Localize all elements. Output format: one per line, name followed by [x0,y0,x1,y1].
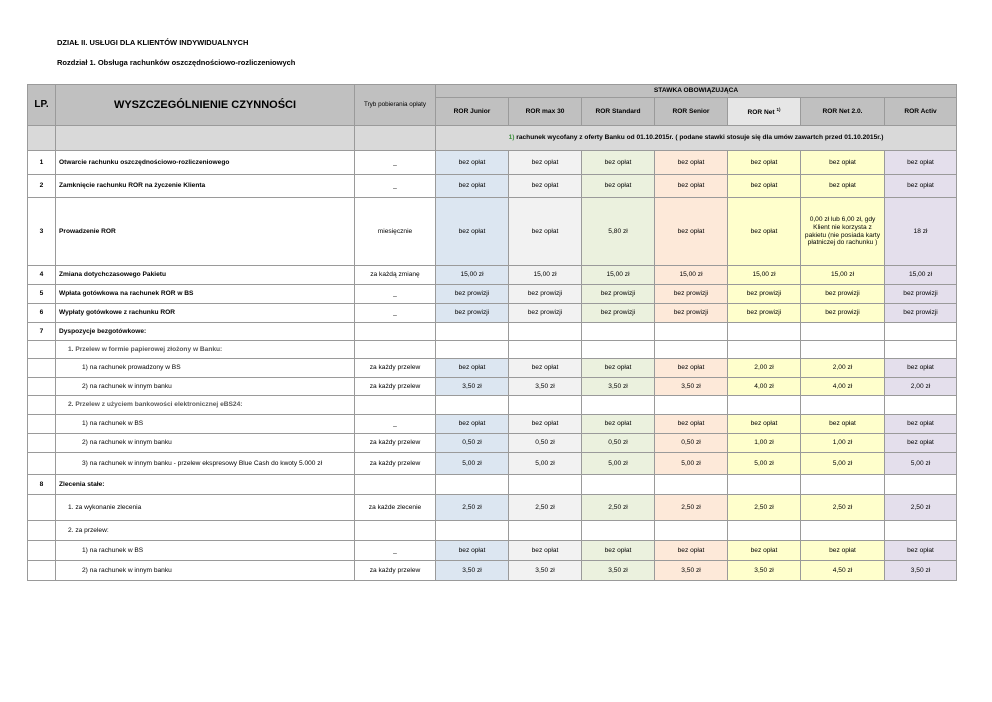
row-number [28,415,56,434]
fee-cell-ror-senior: bez opłat [655,415,728,434]
fee-cell-ror-max30: bez prowizji [509,304,582,323]
fee-cell-ror-activ: bez opłat [885,175,957,198]
fee-cell-ror-standard [582,521,655,541]
fee-cell-ror-senior [655,396,728,415]
fee-cell-ror-net: bez opłat [728,175,801,198]
row-description: 2) na rachunek w innym banku [56,434,355,453]
fee-cell-ror-senior: 2,50 zł [655,495,728,521]
fee-cell-ror-standard: bez opłat [582,415,655,434]
fee-cell-ror-net-2: 5,00 zł [801,453,885,475]
row-fee-mode: za każdy przelew [355,359,436,378]
row-description: Prowadzenie ROR [56,198,355,266]
row-description: Zmiana dotychczasowego Pakietu [56,266,355,285]
fee-cell-ror-net-2 [801,323,885,341]
note-empty-mode [355,126,436,151]
ror-net-footnote-mark: 1) [776,106,781,112]
fee-cell-ror-activ [885,323,957,341]
fee-cell-ror-standard [582,396,655,415]
fee-cell-ror-max30 [509,341,582,359]
fee-cell-ror-standard: bez prowizji [582,304,655,323]
fee-cell-ror-net: bez opłat [728,151,801,175]
fee-cell-ror-max30: bez opłat [509,198,582,266]
fee-cell-ror-max30 [509,475,582,495]
row-number [28,495,56,521]
fee-cell-ror-net: bez prowizji [728,285,801,304]
row-number [28,434,56,453]
fee-cell-ror-senior: bez opłat [655,198,728,266]
fee-cell-ror-activ: bez opłat [885,541,957,561]
fee-cell-ror-senior: 5,00 zł [655,453,728,475]
fee-cell-ror-net-2: 0,00 zł lub 6,00 zł, gdy Klient nie korzysta z pakietu (nie posiada karty płatniczej do rachunku ) [801,198,885,266]
row-description: Wypłaty gotówkowe z rachunku ROR [56,304,355,323]
row-number [28,396,56,415]
row-fee-mode: miesięcznie [355,198,436,266]
fee-cell-ror-net-2: 2,00 zł [801,359,885,378]
fee-cell-ror-activ: bez opłat [885,151,957,175]
fee-cell-ror-activ: 18 zł [885,198,957,266]
fee-cell-ror-standard [582,341,655,359]
fee-cell-ror-standard: 3,50 zł [582,561,655,581]
fee-cell-ror-activ: bez opłat [885,434,957,453]
fee-cell-ror-net: 4,00 zł [728,378,801,396]
fee-cell-ror-junior [436,521,509,541]
fee-cell-ror-max30 [509,521,582,541]
fee-cell-ror-net: 2,50 zł [728,495,801,521]
row-fee-mode: _ [355,304,436,323]
fee-cell-ror-net-2: bez opłat [801,175,885,198]
fee-table [27,84,957,581]
table-row [28,378,957,396]
table-row [28,453,957,475]
section-heading: DZIAŁ II. USŁUGI DLA KLIENTÓW INDYWIDUALNYCH [57,38,249,47]
table-row [28,341,957,359]
fee-cell-ror-max30: 3,50 zł [509,561,582,581]
header-col-ror-net-2: ROR Net 2.0. [801,98,885,126]
row-description: 1) na rachunek prowadzony w BS [56,359,355,378]
table-row [28,434,957,453]
ror-net-label: ROR Net [747,108,775,116]
table-row [28,323,957,341]
note-empty-lp [28,126,56,151]
fee-cell-ror-standard: 0,50 zł [582,434,655,453]
fee-cell-ror-net: bez opłat [728,198,801,266]
table-row [28,541,957,561]
row-number: 1 [28,151,56,175]
fee-cell-ror-activ [885,396,957,415]
fee-cell-ror-activ [885,521,957,541]
fee-cell-ror-junior: bez prowizji [436,285,509,304]
row-fee-mode: za każdy przelew [355,453,436,475]
fee-cell-ror-max30: bez opłat [509,359,582,378]
row-fee-mode: za każdą zmianę [355,266,436,285]
fee-cell-ror-junior: bez opłat [436,198,509,266]
table-row [28,285,957,304]
fee-cell-ror-net: bez opłat [728,415,801,434]
fee-cell-ror-activ [885,475,957,495]
header-rate-group: STAWKA OBOWIĄZUJĄCA [436,85,957,98]
header-col-ror-junior: ROR Junior [436,98,509,126]
fee-cell-ror-net: bez prowizji [728,304,801,323]
fee-cell-ror-junior [436,323,509,341]
fee-cell-ror-activ: 2,50 zł [885,495,957,521]
fee-cell-ror-net-2: 4,00 zł [801,378,885,396]
table-row [28,396,957,415]
fee-cell-ror-senior [655,521,728,541]
row-number: 4 [28,266,56,285]
fee-cell-ror-junior: 3,50 zł [436,378,509,396]
row-description: 2) na rachunek w innym banku [56,561,355,581]
fee-cell-ror-net-2 [801,521,885,541]
row-number [28,521,56,541]
fee-cell-ror-net [728,341,801,359]
row-description: Otwarcie rachunku oszczędnościowo-rozliczeniowego [56,151,355,175]
fee-cell-ror-net-2: bez prowizji [801,304,885,323]
fee-cell-ror-max30: 3,50 zł [509,378,582,396]
fee-cell-ror-senior: 0,50 zł [655,434,728,453]
fee-cell-ror-standard: bez opłat [582,359,655,378]
fee-cell-ror-senior: bez opłat [655,151,728,175]
fee-cell-ror-max30 [509,396,582,415]
fee-cell-ror-junior: bez opłat [436,359,509,378]
table-row [28,475,957,495]
row-number [28,561,56,581]
fee-cell-ror-net-2 [801,475,885,495]
fee-cell-ror-net: 1,00 zł [728,434,801,453]
fee-cell-ror-max30: bez opłat [509,541,582,561]
row-fee-mode [355,521,436,541]
fee-cell-ror-standard: bez opłat [582,151,655,175]
row-number: 5 [28,285,56,304]
fee-cell-ror-net: 2,00 zł [728,359,801,378]
table-row [28,415,957,434]
row-description: 2. za przelew: [56,521,355,541]
fee-cell-ror-max30 [509,323,582,341]
fee-cell-ror-standard: bez prowizji [582,285,655,304]
row-description: Dyspozycje bezgotówkowe: [56,323,355,341]
footnote-row [436,126,957,151]
fee-cell-ror-activ: bez prowizji [885,304,957,323]
row-number [28,378,56,396]
row-fee-mode: _ [355,415,436,434]
row-number: 6 [28,304,56,323]
fee-cell-ror-max30: bez opłat [509,415,582,434]
fee-cell-ror-net-2: 15,00 zł [801,266,885,285]
chapter-heading: Rozdział 1. Obsługa rachunków oszczędnościowo-rozliczeniowych [57,58,296,67]
row-fee-mode: za każdy przelew [355,561,436,581]
row-number: 7 [28,323,56,341]
table-row [28,561,957,581]
fee-cell-ror-junior: 0,50 zł [436,434,509,453]
fee-cell-ror-standard: 3,50 zł [582,378,655,396]
row-number [28,541,56,561]
fee-cell-ror-net-2: 4,50 zł [801,561,885,581]
row-description: 2) na rachunek w innym banku [56,378,355,396]
fee-cell-ror-standard: bez opłat [582,541,655,561]
fee-cell-ror-senior: bez prowizji [655,285,728,304]
fee-cell-ror-standard: 5,00 zł [582,453,655,475]
fee-cell-ror-net: bez opłat [728,541,801,561]
fee-cell-ror-max30: bez prowizji [509,285,582,304]
fee-cell-ror-standard: 2,50 zł [582,495,655,521]
note-empty-desc [56,126,355,151]
row-description: 1) na rachunek w BS [56,541,355,561]
row-description: 1. Przelew w formie papierowej złożony w Banku: [56,341,355,359]
fee-cell-ror-net: 3,50 zł [728,561,801,581]
fee-cell-ror-junior: 2,50 zł [436,495,509,521]
fee-cell-ror-junior [436,341,509,359]
fee-cell-ror-junior: 5,00 zł [436,453,509,475]
fee-cell-ror-max30: 0,50 zł [509,434,582,453]
row-number [28,453,56,475]
table-row [28,521,957,541]
row-fee-mode: _ [355,151,436,175]
table-row [28,175,957,198]
fee-cell-ror-senior: bez opłat [655,541,728,561]
row-description: 1. za wykonanie zlecenia [56,495,355,521]
fee-cell-ror-net: 5,00 zł [728,453,801,475]
fee-cell-ror-standard [582,475,655,495]
footnote-text: rachunek wycofany z oferty Banku od 01.10.2015r. ( podane stawki stosuje się dla umów zawartch przed 01.10.2015r.) [514,134,884,142]
fee-cell-ror-senior: bez prowizji [655,304,728,323]
fee-cell-ror-activ: 15,00 zł [885,266,957,285]
fee-cell-ror-max30: 2,50 zł [509,495,582,521]
fee-cell-ror-activ: 5,00 zł [885,453,957,475]
table-row [28,304,957,323]
fee-cell-ror-max30: 5,00 zł [509,453,582,475]
fee-cell-ror-standard: 15,00 zł [582,266,655,285]
row-description: Zlecenia stałe: [56,475,355,495]
header-col-ror-net [728,98,801,126]
fee-cell-ror-senior: bez opłat [655,175,728,198]
fee-cell-ror-senior: 3,50 zł [655,378,728,396]
row-fee-mode: _ [355,175,436,198]
fee-cell-ror-junior: bez prowizji [436,304,509,323]
row-description: 1) na rachunek w BS [56,415,355,434]
header-lp: LP. [28,85,56,126]
fee-cell-ror-junior [436,475,509,495]
fee-cell-ror-senior [655,323,728,341]
fee-cell-ror-activ: 3,50 zł [885,561,957,581]
row-number [28,359,56,378]
row-number: 2 [28,175,56,198]
fee-cell-ror-net-2 [801,341,885,359]
header-col-ror-senior: ROR Senior [655,98,728,126]
row-fee-mode: za każdy przelew [355,378,436,396]
fee-cell-ror-net [728,521,801,541]
fee-cell-ror-activ: bez opłat [885,359,957,378]
row-fee-mode [355,396,436,415]
fee-cell-ror-net-2: bez prowizji [801,285,885,304]
fee-cell-ror-activ: 2,00 zł [885,378,957,396]
fee-cell-ror-net-2: 1,00 zł [801,434,885,453]
fee-cell-ror-net-2: bez opłat [801,415,885,434]
header-mode: Tryb pobierania opłaty [355,85,436,126]
row-fee-mode: za każdy przelew [355,434,436,453]
row-fee-mode: _ [355,541,436,561]
fee-cell-ror-junior: bez opłat [436,415,509,434]
row-description: Wpłata gotówkowa na rachunek ROR w BS [56,285,355,304]
fee-cell-ror-max30: bez opłat [509,151,582,175]
header-col-ror-activ: ROR Activ [885,98,957,126]
fee-cell-ror-activ: bez prowizji [885,285,957,304]
fee-cell-ror-net-2: 2,50 zł [801,495,885,521]
fee-cell-ror-net [728,396,801,415]
table-row [28,266,957,285]
row-description: Zamknięcie rachunku ROR na życzenie Klienta [56,175,355,198]
fee-cell-ror-senior: 3,50 zł [655,561,728,581]
header-col-ror-max30: ROR max 30 [509,98,582,126]
fee-cell-ror-net [728,323,801,341]
row-description: 3) na rachunek w innym banku - przelew ekspresowy Blue Cash do kwoty 5.000 zł [56,453,355,475]
header-title: WYSZCZEGÓLNIENIE CZYNNOŚCI [56,85,355,126]
fee-cell-ror-net-2 [801,396,885,415]
row-number: 8 [28,475,56,495]
fee-cell-ror-junior: bez opłat [436,151,509,175]
fee-cell-ror-activ [885,341,957,359]
row-fee-mode [355,341,436,359]
footnote-number: 1) [508,134,515,142]
fee-cell-ror-junior: 15,00 zł [436,266,509,285]
row-fee-mode: za każde zlecenie [355,495,436,521]
fee-cell-ror-activ: bez opłat [885,415,957,434]
fee-cell-ror-net [728,475,801,495]
table-row [28,495,957,521]
fee-cell-ror-senior [655,341,728,359]
table-row [28,359,957,378]
row-fee-mode [355,323,436,341]
fee-cell-ror-standard: 5,80 zł [582,198,655,266]
fee-cell-ror-senior [655,475,728,495]
row-description: 2. Przelew z użyciem bankowości elektronicznej eBS24: [56,396,355,415]
row-number [28,341,56,359]
table-row [28,198,957,266]
fee-cell-ror-junior [436,396,509,415]
fee-cell-ror-junior: bez opłat [436,541,509,561]
table-row [28,151,957,175]
row-fee-mode [355,475,436,495]
row-fee-mode: _ [355,285,436,304]
fee-cell-ror-standard [582,323,655,341]
fee-cell-ror-senior: 15,00 zł [655,266,728,285]
fee-cell-ror-standard: bez opłat [582,175,655,198]
fee-cell-ror-net-2: bez opłat [801,541,885,561]
fee-cell-ror-net-2: bez opłat [801,151,885,175]
fee-cell-ror-junior: bez opłat [436,175,509,198]
fee-cell-ror-junior: 3,50 zł [436,561,509,581]
row-number: 3 [28,198,56,266]
fee-cell-ror-max30: 15,00 zł [509,266,582,285]
fee-cell-ror-max30: bez opłat [509,175,582,198]
fee-cell-ror-net: 15,00 zł [728,266,801,285]
fee-cell-ror-senior: bez opłat [655,359,728,378]
header-col-ror-standard: ROR Standard [582,98,655,126]
